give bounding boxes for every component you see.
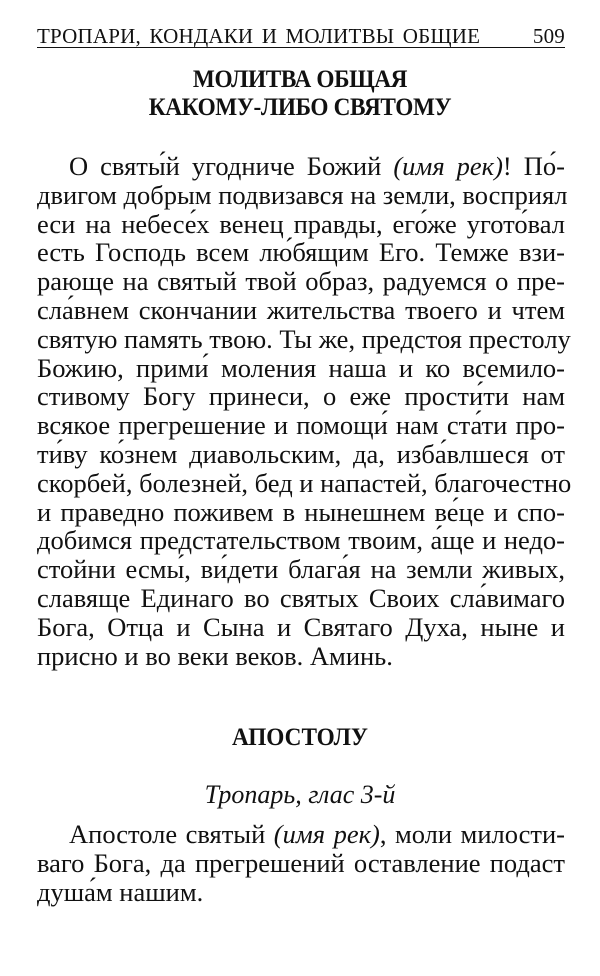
text-line: двигом добрым подвизався на земли, восприял: [37, 179, 568, 210]
text-line: рающе на святый твой образ, радуемся о пре-: [37, 266, 565, 297]
text-line: скорбей, болезней, бед и напастей, благочестно: [37, 467, 572, 498]
text-line: всякое прегрешение и помощи́ нам ста́ти про-: [37, 410, 565, 441]
italic-rubric: (имя рек): [393, 151, 503, 181]
text-line: и праведно поживем в нынешнем ве́це и спо-: [37, 496, 565, 527]
text-line: славяще Единаго во святых Своих сла́вимаго: [37, 582, 565, 613]
text-line: Бога, Отца и Сына и Святаго Духа, ныне и: [37, 611, 565, 642]
prayer-body: [37, 151, 572, 671]
text-line: ваго Бога, да прегрешений оставление подаст: [37, 847, 565, 878]
running-head-title: ТРОПАРИ, КОНДАКИ И МОЛИТВЫ ОБЩИЕ: [37, 24, 481, 48]
text-line: стойни есмы́, ви́дети блага́я на земли живых,: [37, 554, 565, 585]
text-line: есть Господь всем лю́бящим Его. Темже взи-: [37, 237, 565, 268]
running-head: [37, 22, 565, 48]
text-line: добимся предстательством твоим, а́ще и недо-: [37, 525, 565, 556]
text-run: ! По́-: [502, 151, 565, 181]
text-line: стивому Богу принеси, о еже прости́ти нам: [37, 381, 565, 412]
page-number: 509: [532, 24, 565, 48]
troparion-body: [37, 820, 565, 906]
text-line: душа́м нашим.: [37, 876, 204, 907]
text-run: О святы́й угодниче Божий: [69, 151, 394, 181]
text-line: ти́ву ко́знем диавольским, да, изба́влшеся от: [37, 438, 565, 469]
text-run: Апостоле святый: [69, 819, 274, 849]
prayer-title-line-2: КАКОМУ-ЛИБО СВЯТОМУ: [148, 94, 452, 121]
text-line: сла́внем скончании жительства твоего и чтем: [37, 294, 565, 325]
text-line: [37, 152, 565, 181]
text-line: еси на небесе́х венец правды, его́же угото́вал: [37, 208, 565, 239]
text-line: святую память твою. Ты же, предстоя престолу: [37, 323, 571, 354]
troparion-subheading: Тропарь, глас 3-й: [204, 780, 396, 809]
text-line: Божию, прими́ моления наша и ко всемило-: [37, 352, 565, 383]
text-run: , моли милости-: [379, 819, 565, 849]
header-rule: [37, 47, 565, 48]
text-line: [37, 820, 565, 849]
italic-rubric: (имя рек): [273, 819, 380, 849]
section-heading: АПОСТОЛУ: [232, 724, 368, 751]
text-line: присно и во веки веков. Аминь.: [37, 640, 393, 671]
prayer-title-line-1: МОЛИТВА ОБЩАЯ: [192, 66, 408, 93]
